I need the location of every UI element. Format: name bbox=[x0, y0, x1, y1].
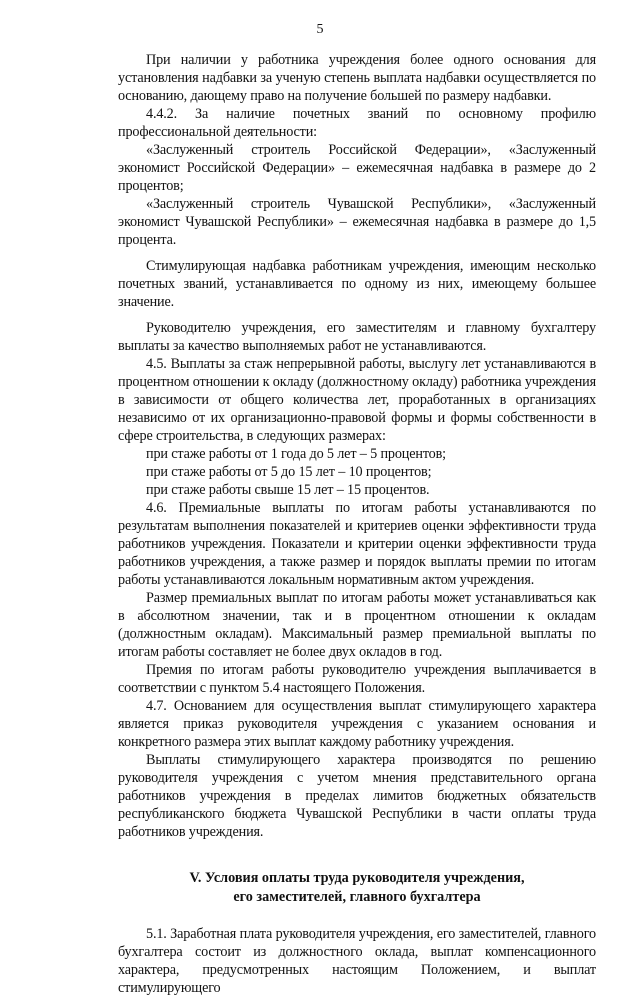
section-title-line-1: V. Условия оплаты труда руководителя учреждения, bbox=[189, 870, 525, 886]
paragraph-4-5: 4.5. Выплаты за стаж непрерывной работы, выслугу лет устанавливаются в процентном отношении к окладу (должностному окладу) работника учреждения в зависимости от общего количества лет, проработанных в организациях независимо от их организационно-правовой формы и формы собственности в сфере строительства, в следующих размерах: bbox=[118, 356, 596, 444]
document-body bbox=[118, 51, 596, 997]
paragraph-seniority-2: при стаже работы от 5 до 15 лет – 10 процентов; bbox=[146, 464, 432, 480]
paragraph-degree-basis: При наличии у работника учреждения более одного основания для установления надбавки за ученую степень выплата надбавки осуществляется по основанию, дающему право на получение большей по размеру надбавки. bbox=[118, 52, 596, 104]
paragraph-4-7: 4.7. Основанием для осуществления выплат стимулирующего характера является приказ руководителя учреждения с указанием основания и конкретного размера этих выплат каждому работнику учреждения. bbox=[118, 698, 596, 750]
paragraph-several-titles: Стимулирующая надбавка работникам учреждения, имеющим несколько почетных званий, устанавливается по одному из них, имеющему большее значение. bbox=[118, 258, 596, 310]
paragraph-honor-russia: «Заслуженный строитель Российской Федерации», «Заслуженный экономист Российской Федерации» – ежемесячная надбавка в размере до 2 процентов; bbox=[118, 142, 596, 194]
paragraph-seniority-3: при стаже работы свыше 15 лет – 15 процентов. bbox=[146, 482, 430, 498]
paragraph-director-bonus: Премия по итогам работы руководителю учреждения выплачивается в соответствии с пунктом 5.4 настоящего Положения. bbox=[118, 662, 596, 696]
paragraph-honor-chuvash: «Заслуженный строитель Чувашской Республики», «Заслуженный экономист Чувашской Республики» – ежемесячная надбавка в размере до 1,5 процента. bbox=[118, 196, 596, 248]
paragraph-management-quality: Руководителю учреждения, его заместителям и главному бухгалтеру выплаты за качество выполняемых работ не устанавливаются. bbox=[118, 320, 596, 354]
section-title bbox=[118, 869, 596, 907]
section-title-line-2: его заместителей, главного бухгалтера bbox=[233, 889, 481, 905]
paragraph-4-6: 4.6. Премиальные выплаты по итогам работы устанавливаются по результатам выполнения показателей и критериев оценки эффективности труда работников учреждения. Показатели и критерии оценки эффективности труда работников учреждения, а также размер и порядок выплаты премии по итогам работы устанавливаются локальным нормативным актом учреждения. bbox=[118, 500, 596, 588]
page-number: 5 bbox=[316, 22, 324, 37]
paragraph-4-4-2: 4.4.2. За наличие почетных званий по основному профилю профессиональной деятельности: bbox=[118, 106, 596, 140]
paragraph-bonus-size: Размер премиальных выплат по итогам работы может устанавливаться как в абсолютном значении, так и в процентном отношении к окладам (должностным окладам). Максимальный размер премиальной выплаты по итогам работы составляет не более двух окладов в год. bbox=[118, 590, 596, 660]
paragraph-seniority-1: при стаже работы от 1 года до 5 лет – 5 процентов; bbox=[146, 446, 446, 462]
paragraph-5-1: 5.1. Заработная плата руководителя учреждения, его заместителей, главного бухгалтера состоит из должностного оклада, выплат компенсационного характера, предусмотренных настоящим Положением, и выплат стимулирующего bbox=[118, 926, 596, 996]
paragraph-incentive-decision: Выплаты стимулирующего характера производятся по решению руководителя учреждения с учетом мнения представительного органа работников учреждения в пределах лимитов бюджетных обязательств республиканского бюджета Чувашской Республики в части оплаты труда работников учреждения. bbox=[118, 752, 596, 840]
